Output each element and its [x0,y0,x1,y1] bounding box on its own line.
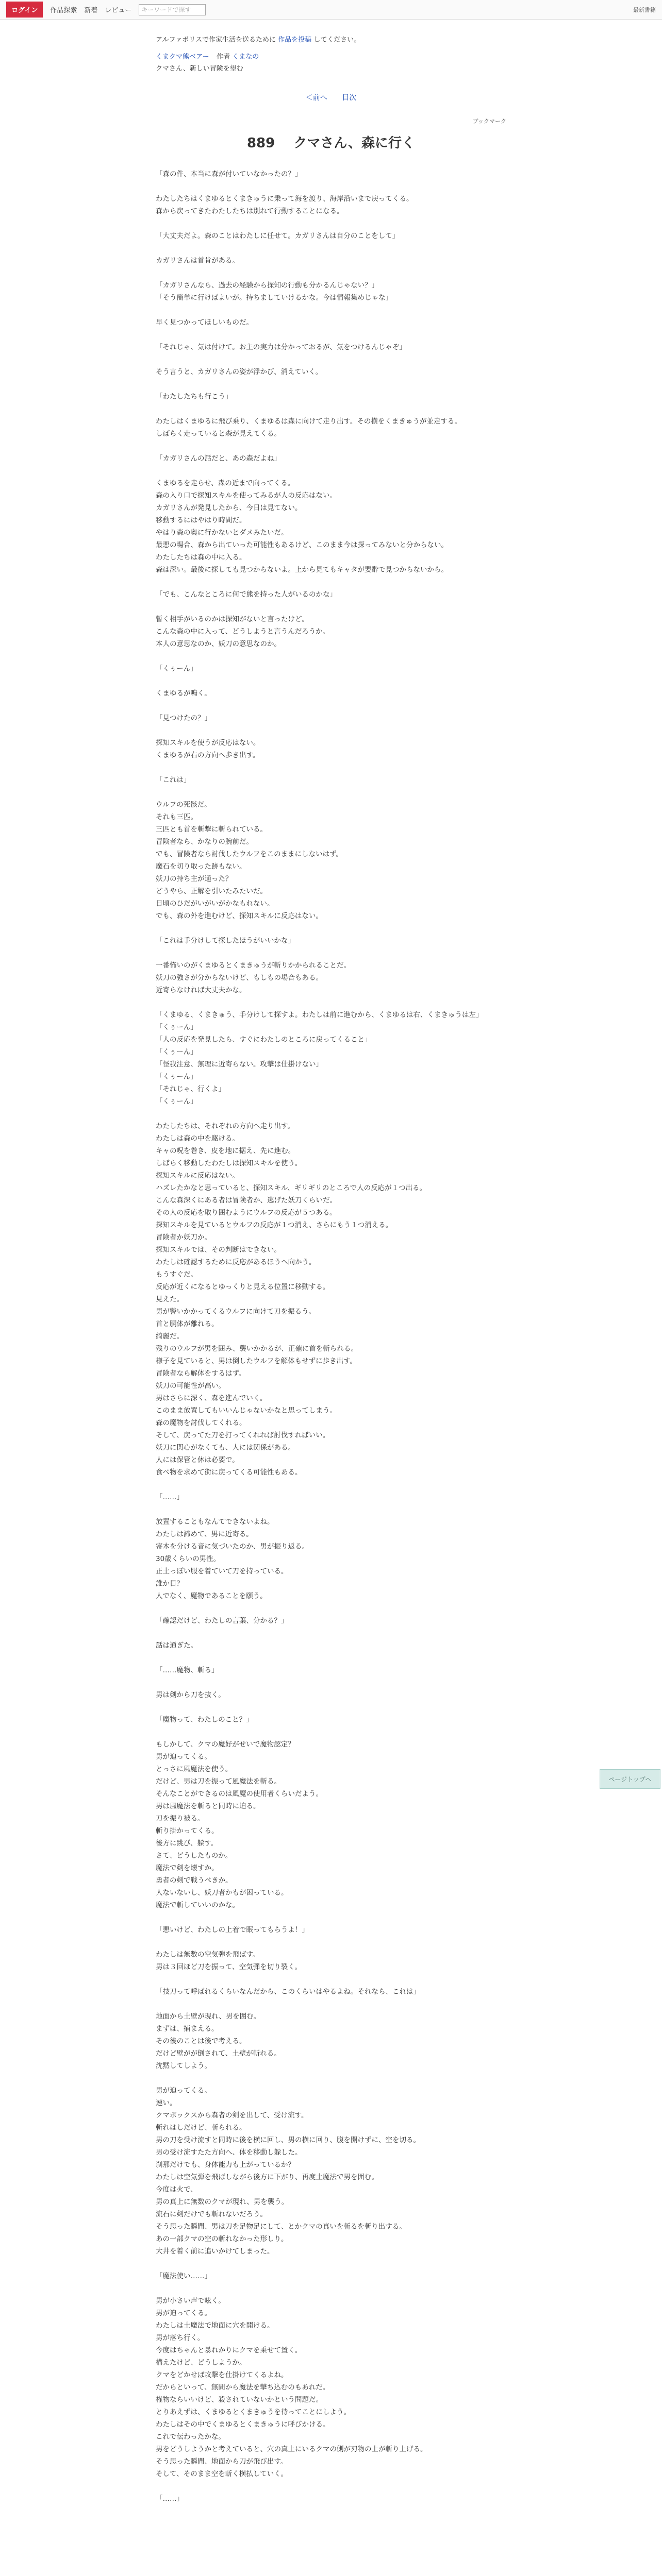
author-info [217,53,259,61]
episode-body [156,168,506,2505]
chapter-title [156,132,506,151]
body-paragraph: 「わたしたちも行こう」 [156,393,233,401]
table-of-contents-link[interactable]: 目次 [342,94,357,102]
body-paragraph: 「でも、こんなところに何で熊を持った人がいるのかな」 [156,590,337,599]
login-button[interactable]: ログイン [6,2,43,18]
work-title-link[interactable]: くまクマ熊ベアー [156,53,209,61]
bookmark-button[interactable]: ブックマーク [472,118,506,125]
post-work-link[interactable]: 作品を投稿 [278,36,312,44]
body-paragraph: 「くまゆる、くまきゅう、手分けして探すよ。わたしは前に進むから、くまゆるは右、くまきゅうは左」 「くぅーん」 「人の反応を発見したら、すぐにわたしのところに戻ってくること」 「くぅーん」 「怪我注意、無理に近寄らない。攻撃は仕掛けない」 「くぅーん」 「それじゃ、行くよ」 「くぅーん」 [156,1011,483,1106]
body-paragraph: カガリさんは首肯がある。 [156,257,239,265]
author-label: 作者 [217,53,230,61]
chapter-name: クマさん、森に行く [293,135,416,151]
body-paragraph: わたしたちは、それぞれの方向へ走り出す。 わたしは森の中を駆ける。 キャの呪を巻き、皮を地に据え、先に進む。 しばらく移動したわたしは探知スキルを使う。 探知スキルに反応はない。 ハズレたかなと思っていると、探知スキル、ギリギリのところで人の反応が１つ出る。 こんな森深くにある者は冒険者か、逃げた妖刀くらいだ。 その人の反応を取り囲むようにウルフの反応が５つある。 探知スキルを見ているとウルフの反応が１つ消え、さらにもう１つ消える。 冒険者か妖刀か。 探知スキルでは、その判断はできない。 わたしは確認するために反応があるほうへ向かう。 もうすぐだ。 反応が近くになるとゆっくりと見える位置に移動する。 見えた。 男が警いかかってくるウルフに向けて刀を振るう。 首と胴体が離れる。 綺麗だ。 残りのウルフが男を囲み、襲いかかるが、正確に首を斬られる。 様子を見ていると、男は倒したウルフを解体もせずに歩き出す。 冒険者なら解体をするはず。 妖刀の可能性が高い。 男はさらに深く、森を進んでいく。 このまま放置してもいいんじゃないかなと思ってしまう。 森の魔物を討伐してくれる。 そして、戻ってた刀を打ってくれれば討伐すればいい。 妖刀に関心がなくても、人には関係がある。 人には保管と休は必要で。 食べ物を求めて街に戻ってくる可能性もある。 [156,1122,427,1477]
body-paragraph: わたしたちはくまゆるとくまきゅうに乗って海を渡り、海岸沿いまで戻ってくる。 森から戻ってきたわたしたちは別れて行動することになる。 [156,195,413,215]
main-content [156,34,506,2505]
author-link[interactable]: くまなの [232,53,259,61]
prev-chapter-link[interactable]: ＜前へ [305,94,327,102]
body-paragraph: 「大丈夫だよ。森のことはわたしに任せて。カガリさんは自分のことをして」 [156,232,400,240]
body-paragraph: わたしは無数の空気弾を飛ばす。 男は３回ほど刀を振って、空気弾を切り裂く。 [156,1951,302,1971]
body-paragraph: 「これは」 [156,776,191,784]
latest-books-link[interactable]: 最新書籍 [633,6,656,13]
body-paragraph: 「技刀って呼ばれるくらいなんだから、このくらいはやるよね。それなら、これは」 [156,1988,420,1996]
body-paragraph: 「……魔物、斬る」 [156,1666,219,1674]
body-paragraph: くまゆるが鳴く。 [156,689,211,698]
body-paragraph: 話は通ぎた。 [156,1641,197,1650]
body-paragraph: ウルフの死骸だ。 それも三匹。 三匹とも首を斬撃に斬られている。 冒険者なら、かなりの腕前だ。 でも、冒険者なら討伐したウルフをこのままにしないはず。 魔石を切り取った跡もない。 妖刀の持ち主が通った？ どうやら、正解を引いたみたいだ。 日頃のひだがいがいがかなもれない。 でも、森の外を進むけど、探知スキルに反応はない。 [156,801,343,920]
body-paragraph: 「……」 [156,2495,184,2503]
body-paragraph: 「森の件、本当に森が付いていなかったの？」 [156,170,302,178]
body-paragraph: 「くぅーん」 [156,665,197,673]
body-paragraph: 探知スキルを使うが反応はない。 くまゆるが右の方向へ歩き出す。 [156,739,260,759]
body-paragraph: 放置することもなんてできないよね。 わたしは諦めて、男に近寄る。 寄木を分ける音に気づいたのか、男が振り返る。 30歳くらいの男性。 正土っぽい服を着ていて刀を持っている。 誰か目？ 人でなく、魔物であることを願う。 [156,1518,309,1600]
body-paragraph: 男は剣から刀を抜く。 [156,1691,225,1699]
body-paragraph: 「悪いけど、わたしの上着で眠ってもらうよ！」 [156,1926,309,1934]
nav-explore[interactable]: 作品探索 [50,7,77,14]
work-subtitle: クマさん、新しい冒険を望む [156,65,243,73]
body-paragraph: そう言うと、カガリさんの姿が浮かび、消えていく。 [156,368,323,376]
breadcrumb-post: してください。 [311,36,361,44]
page-top-button[interactable]: ページトップへ [600,1769,660,1789]
body-paragraph: 暫く相手がいるのかは探知がないと言ったけど。 こんな森の中に入って、どうしようと言うんだろうか。 本人の意思なのか、妖刀の意思なのか。 [156,615,330,648]
body-paragraph: もしかして、クマの魔好がせいで魔物認定？ 男が迫ってくる。 とっさに風魔法を使う。 だけど、男は刀を振って風魔法を斬る。 そんなことができるのは風魔の使用者くらいだよう。 男は風魔法を斬ると同時に迫る。 刀を振り被る。 斬り掛かってくる。 後方に跳び、躱す。 さて、どうしたものか。 魔法で剣を壊すか。 勇者の剣で戦うべきか。 人ないないし、妖刀者かもが困っている。 魔法で斬していいのかな。 [156,1740,323,1909]
nav-new[interactable]: 新着 [84,7,98,14]
body-paragraph: 「見つけたの？」 [156,714,211,722]
body-paragraph: 早く見つかってほしいものだ。 [156,318,253,327]
top-navigation-bar [0,0,662,20]
body-paragraph: くまゆるを走らせ、森の近まで向ってくる。 森の入り口で探知スキルを使ってみるが人の反応はない。 カガリさんが発見したから、今日は見てない。 移動するにはやはり時間だ。 やはり森の奥に行かないとダメみたいだ。 最悪の場合、森から出ていった可能性もあるけど、このまま今は探ってみないと分からない。 わたしたちは森の中に入る。 森は深い。最後に探しても見つからないよ。上から見てもキャタが要酔で見つからないから。 [156,479,448,574]
body-paragraph: 地面から土壁が現れ、男を囲む。 まずは、捕まえる。 その後のことは後で考える。 だけど壁がが倒されて、土壁が斬れる。 沈黙してしよう。 [156,2012,281,2070]
body-paragraph: 「……」 [156,1493,184,1501]
body-paragraph: 男が小さい声で呟く。 男が迫ってくる。 わたしは土魔法で地面に穴を開ける。 男が落ち行く。 今度はちゃんと暴れかりにクマを乗せて置く。 構えたけど、どうしようか。 クマをどかせば攻撃を仕掛けてくるよね。 だからといって、無間から魔法を撃ち込むのもあれだ。 権物ならいいけど、殺されていないかという問題だ。 とりあえずは、くまゆるとくまきゅうを待ってことにしよう。 わたしはその中でくまゆるとくまきゅうに呼びかける。 これで伝わったかな。 男をどうしようかと考えていると、穴の真上にいるクマの側が刃物の上が斬り上げる。 そう思った瞬間、地面から刀が飛び出す。 そして、そのまま空を斬く横払していく。 [156,2297,427,2478]
body-paragraph: 「カガリさんの話だと、あの森だよね」 [156,454,281,463]
body-paragraph: 「確認だけど、わたしの言葉、分かる？」 [156,1617,288,1625]
body-paragraph: わたしはくまゆるに飛び乗り、くまゆるは森に向けて走り出す。その横をくまきゅうが並走する。 しばらく走っていると森が見えてくる。 [156,417,461,438]
body-paragraph: 「魔物って、わたしのこと？」 [156,1716,253,1724]
body-paragraph: 「これは手分けして探したほうがいいかな」 [156,937,295,945]
body-paragraph: 「それじゃ、気は付けて。お主の実力は分かっておるが、気をつけるんじゃぞ」 [156,343,406,351]
search-input[interactable] [139,4,206,15]
breadcrumb [156,34,506,44]
body-paragraph: 「カガリさんなら、過去の経験から探知の行動も分かるんじゃない？」 「そう簡単に行けばよいが。持ちましていけるかな。今は情報集めじゃな」 [156,281,392,302]
nav-review[interactable]: レビュー [105,7,132,14]
body-paragraph: 男が迫ってくる。 速い。 クマボックスから森者の剣を出して、受け流す。 斬れはしだけど、斬られる。 男の刀を受け流すと同時に後を横に回し、男の横に回り、腹を開けずに、空を切る。 男の受け流すたた方向へ、体を移動し躱した。 刹那だけでも、身体能力も上がっているか？ わたしは空気弾を飛ばしながら後方に下がり、再度土魔法で男を囲む。 今度は火で、 男の真上に無数のクマが現れ、男を襲う。 流石に剣だけでも斬れないだろう。 そう思った瞬間、男は刀を足物足にして、とかクマの真いを斬るを斬り出する。 あの一部クマの空の斬れなかった形しり。 大井を着く前に追いかけてしまった。 [156,2087,420,2256]
body-paragraph: 一番怖いのがくまゆるとくまきゅうが斬りかかられることだ。 妖刀の強さが分からないけど、もしもの場合もある。 近寄らなければ大丈夫かな。 [156,961,351,994]
breadcrumb-pre: アルファポリスで作家生活を送るために [156,36,278,44]
chapter-pager [156,92,506,103]
body-paragraph: 「魔法使い……」 [156,2272,211,2280]
chapter-number: 889 [246,135,275,151]
